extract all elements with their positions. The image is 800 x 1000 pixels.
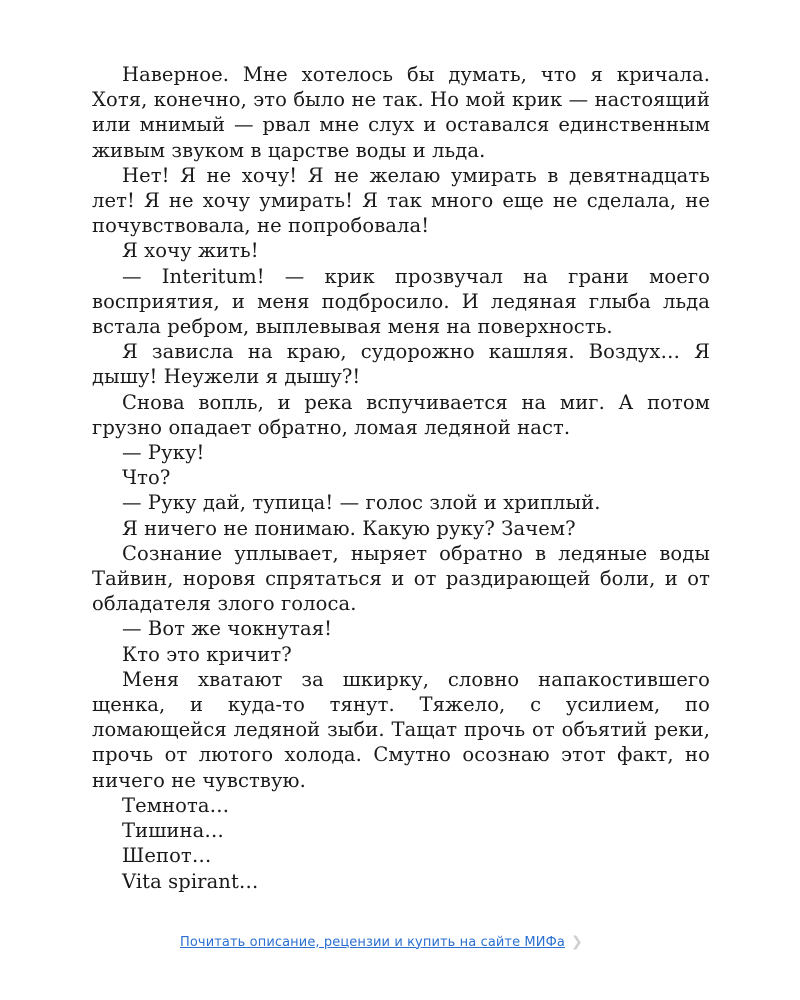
paragraph: Сознание уплывает, ныряет обратно в ледяные воды Тайвин, норовя спрятаться и от раздирающей боли, и от обладателя злого голоса. [92,541,710,616]
paragraph: — Вот же чокнутая! [122,617,333,641]
book-page-text [92,62,710,894]
paragraph: Наверное. Мне хотелось бы думать, что я кричала. Хотя, конечно, это было не так. Но мой крик — настоящий или мнимый — рвал мне слух и оставался единственным живым звуком в царстве воды и льда. [92,63,710,162]
paragraph: Что? [122,466,171,490]
mifa-link-bar [180,928,620,956]
paragraph: Темнота… [122,793,230,817]
paragraph: Тишина… [122,819,224,843]
paragraph: Я хочу жить! [122,239,259,263]
paragraph: Меня хватают за шкирку, словно напакостившего щенка, и куда-то тянут. Тяжело, с усилием, по ломающейся ледяной зыби. Тащат прочь от объятий реки, прочь от лютого холода. Смутно осознаю этот факт, но ничего не чувствую. [92,667,710,792]
paragraph: Vita spirant… [122,869,259,893]
paragraph: Я зависла на краю, судорожно кашляя. Воздух… Я дышу! Неужели я дышу?! [92,340,710,389]
chevron-right-icon: ❯ [570,934,583,950]
mifa-site-link[interactable]: Почитать описание, рецензии и купить на сайте МИФа [180,934,565,950]
paragraph: — Interitum! — крик прозвучал на грани моего восприятия, и меня подбросило. И ледяная глыба льда встала ребром, выплевывая меня на поверхность. [92,264,710,339]
paragraph: Снова вопль, и река вспучивается на миг. А потом грузно опадает обратно, ломая ледяной наст. [92,390,710,439]
paragraph: — Руку! [122,441,205,465]
paragraph: Нет! Я не хочу! Я не желаю умирать в девятнадцать лет! Я не хочу умирать! Я так много еще не сделала, не почувствовала, не попробовала! [92,163,710,238]
paragraph: Я ничего не понимаю. Какую руку? Зачем? [122,516,576,540]
paragraph: — Руку дай, тупица! — голос злой и хриплый. [122,491,601,515]
paragraph: Кто это кричит? [122,642,292,666]
paragraph: Шепот… [122,844,212,868]
